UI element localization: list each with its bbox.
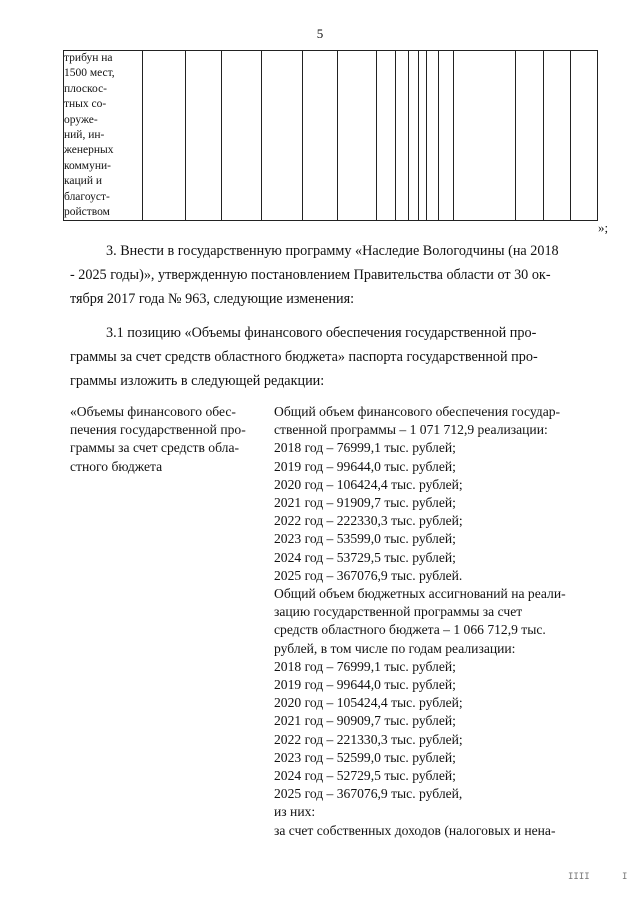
position-value-line: 2023 год – 53599,0 тыс. рублей; — [274, 531, 456, 547]
table-closing-quote: »; — [598, 220, 609, 235]
table-cell-line: женерных — [64, 144, 114, 157]
table-cell-object-name — [64, 51, 143, 221]
position-value-line: 2019 год – 99644,0 тыс. рублей; — [274, 458, 456, 474]
position-value-line: за счет собственных доходов (налоговых и нена- — [274, 822, 556, 838]
passport-position-label — [70, 403, 270, 476]
position-label-line: печения государственной про- — [70, 422, 246, 438]
paragraph-3-1-line-3: граммы изложить в следующей редакции: — [70, 373, 325, 389]
page-number: 5 — [316, 26, 324, 41]
position-value-line: 2022 год – 222330,3 тыс. рублей; — [274, 513, 463, 529]
paragraph-3-line-1: 3. Внести в государственную программу «Наследие Вологодчины (на 2018 — [106, 243, 559, 259]
position-label-line: стного бюджета — [70, 458, 163, 474]
table-cell-line: оруже- — [64, 113, 98, 126]
table-cell-line: ройством — [64, 206, 110, 219]
position-value-line: средств областного бюджета – 1 066 712,9 тыс. — [274, 622, 546, 638]
position-value-line: зацию государственной программы за счет — [274, 604, 523, 620]
position-value-line: 2021 год – 91909,7 тыс. рублей; — [274, 495, 456, 511]
table-cell-line: 1500 мест, — [64, 67, 115, 80]
paragraph-3-1-line-1: 3.1 позицию «Объемы финансового обеспечения государственной про- — [106, 325, 537, 341]
paragraph-3-1-line-2: граммы за счет средств областного бюджета» паспорта государственной про- — [70, 349, 538, 365]
position-label-line: «Объемы финансового обес- — [70, 404, 236, 419]
position-value-line: 2020 год – 106424,4 тыс. рублей; — [274, 476, 463, 492]
footer-mark-right: I — [622, 872, 628, 882]
paragraph-3-line-2: - 2025 годы)», утвержденную постановлением Правительства области от 30 ок- — [70, 267, 551, 283]
table-cell-line: ний, ин- — [64, 129, 105, 142]
position-value-line: 2024 год – 53729,5 тыс. рублей; — [274, 549, 456, 565]
position-value-line: 2019 год – 99644,0 тыс. рублей; — [274, 677, 456, 693]
paragraph-3-line-3: тября 2017 года № 963, следующие изменения: — [70, 291, 355, 307]
position-value-line: из них: — [274, 804, 316, 820]
table-cell-line: трибун на — [64, 52, 113, 64]
table-cell-line: благоуст- — [64, 190, 110, 203]
position-value-line: 2021 год – 90909,7 тыс. рублей; — [274, 713, 456, 729]
position-value-line: ственной программы – 1 071 712,9 реализации: — [274, 422, 548, 438]
position-value-line: Общий объем бюджетных ассигнований на реали- — [274, 586, 566, 602]
position-value-line: 2023 год – 52599,0 тыс. рублей; — [274, 749, 456, 765]
position-value-line: Общий объем финансового обеспечения государ- — [274, 404, 561, 419]
position-value-line: 2018 год – 76999,1 тыс. рублей; — [274, 440, 456, 456]
position-value-line: 2022 год – 221330,3 тыс. рублей; — [274, 731, 463, 747]
footer-mark: IIII — [568, 872, 590, 882]
position-value-line: 2024 год – 52729,5 тыс. рублей; — [274, 768, 456, 784]
position-value-line: 2025 год – 367076,9 тыс. рублей. — [274, 567, 463, 583]
position-value-line: 2020 год – 105424,4 тыс. рублей; — [274, 695, 463, 711]
position-value-line: 2018 год – 76999,1 тыс. рублей; — [274, 658, 456, 674]
position-label-line: граммы за счет средств обла- — [70, 440, 240, 456]
passport-position-value — [274, 403, 614, 840]
continuation-table — [63, 50, 598, 221]
table-cell-line: каций и — [64, 175, 103, 188]
table-cell-line: коммуни- — [64, 159, 111, 172]
table-cell-line: плоскос- — [64, 82, 108, 95]
position-value-line: рублей, в том числе по годам реализации: — [274, 640, 516, 656]
table-cell-line: тных со- — [64, 98, 107, 111]
position-value-line: 2025 год – 367076,9 тыс. рублей, — [274, 786, 463, 802]
